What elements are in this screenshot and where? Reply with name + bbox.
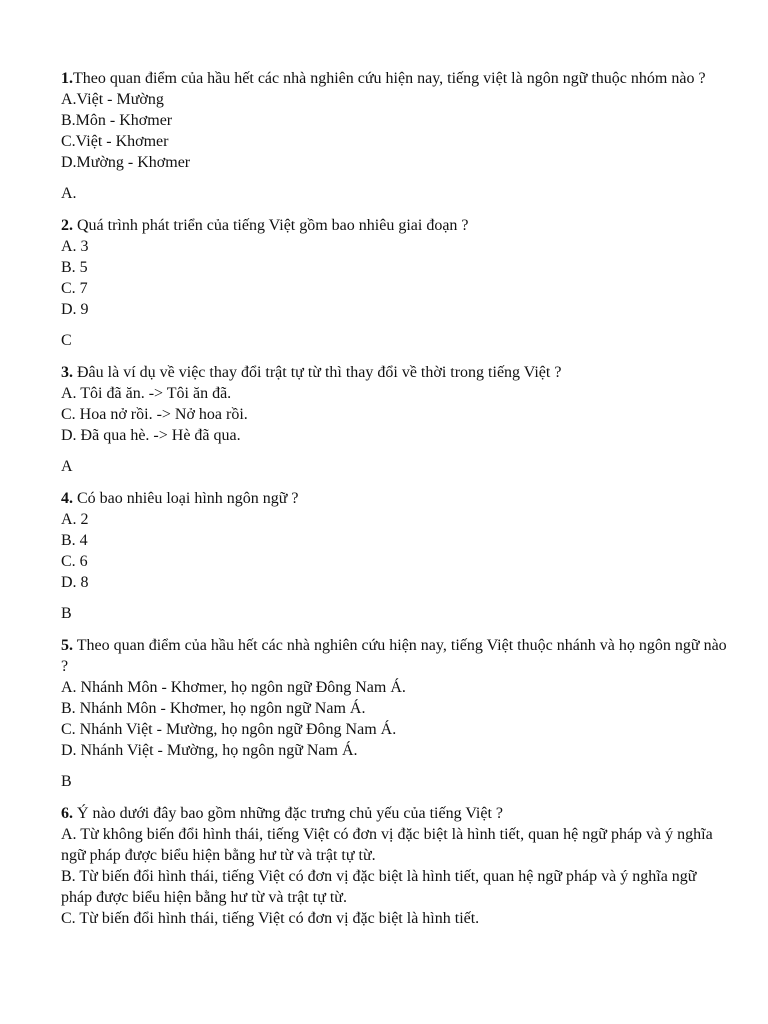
answer: C (61, 332, 72, 349)
question-number: 3. (61, 364, 73, 381)
question-number: 6. (61, 805, 73, 822)
answer: A (61, 458, 73, 475)
option: B.Môn - Khơmer (61, 112, 173, 129)
option: A. Tôi đã ăn. -> Tôi ăn đã. (61, 385, 232, 402)
answer: B (61, 773, 72, 790)
option: A.Việt - Mường (61, 91, 164, 108)
option: C. Hoa nở rồi. -> Nở hoa rồi. (61, 406, 248, 423)
option: D. Nhánh Việt - Mường, họ ngôn ngữ Nam Á. (61, 742, 358, 759)
question-3 (61, 362, 728, 477)
question-text (61, 68, 728, 89)
option: C. Từ biến đổi hình thái, tiếng Việt có đơn vị đặc biệt là hình tiết. (61, 910, 480, 927)
question-text (61, 362, 728, 383)
option: D. Đã qua hè. -> Hè đã qua. (61, 427, 241, 444)
question-text (61, 488, 728, 509)
option: D.Mường - Khơmer (61, 154, 191, 171)
question-text (61, 803, 728, 824)
question-prompt: Có bao nhiêu loại hình ngôn ngữ ? (73, 490, 299, 507)
option: A. Nhánh Môn - Khơmer, họ ngôn ngữ Đông Nam Á. (61, 679, 406, 696)
option: A. Từ không biến đổi hình thái, tiếng Việt có đơn vị đặc biệt là hình tiết, quan hệ ngữ pháp và ý nghĩa ngữ pháp được biểu hiện bằng hư từ và trật tự từ. (61, 826, 713, 864)
question-6 (61, 803, 728, 929)
question-prompt: Quá trình phát triển của tiếng Việt gồm bao nhiêu giai đoạn ? (73, 217, 469, 234)
question-text (61, 215, 728, 236)
question-2 (61, 215, 728, 351)
option: D. 8 (61, 574, 89, 591)
option: C. Nhánh Việt - Mường, họ ngôn ngữ Đông Nam Á. (61, 721, 397, 738)
question-text (61, 635, 728, 677)
option: D. 9 (61, 301, 89, 318)
option: B. 4 (61, 532, 88, 549)
question-prompt: Đâu là ví dụ về việc thay đổi trật tự từ thì thay đổi về thời trong tiếng Việt ? (73, 364, 562, 381)
question-number: 4. (61, 490, 73, 507)
option: B. Nhánh Môn - Khơmer, họ ngôn ngữ Nam Á. (61, 700, 366, 717)
question-number: 2. (61, 217, 73, 234)
question-number: 1. (61, 70, 73, 87)
question-prompt: Theo quan điểm của hầu hết các nhà nghiên cứu hiện nay, tiếng việt là ngôn ngữ thuộc nhóm nào ? (73, 70, 706, 87)
question-1 (61, 68, 728, 204)
option: C.Việt - Khơmer (61, 133, 169, 150)
question-prompt: Theo quan điểm của hầu hết các nhà nghiên cứu hiện nay, tiếng Việt thuộc nhánh và họ ngôn ngữ nào ? (61, 637, 727, 675)
option: B. 5 (61, 259, 88, 276)
answer: B (61, 605, 72, 622)
option: B. Từ biến đổi hình thái, tiếng Việt có đơn vị đặc biệt là hình tiết, quan hệ ngữ pháp và ý nghĩa ngữ pháp được biểu hiện bằng hư từ và trật tự từ. (61, 868, 697, 906)
option: A. 3 (61, 238, 89, 255)
option: A. 2 (61, 511, 89, 528)
question-number: 5. (61, 637, 73, 654)
question-4 (61, 488, 728, 624)
option: C. 7 (61, 280, 88, 297)
option: C. 6 (61, 553, 88, 570)
answer: A. (61, 185, 77, 202)
question-prompt: Ý nào dưới đây bao gồm những đặc trưng chủ yếu của tiếng Việt ? (73, 805, 503, 822)
question-5 (61, 635, 728, 792)
